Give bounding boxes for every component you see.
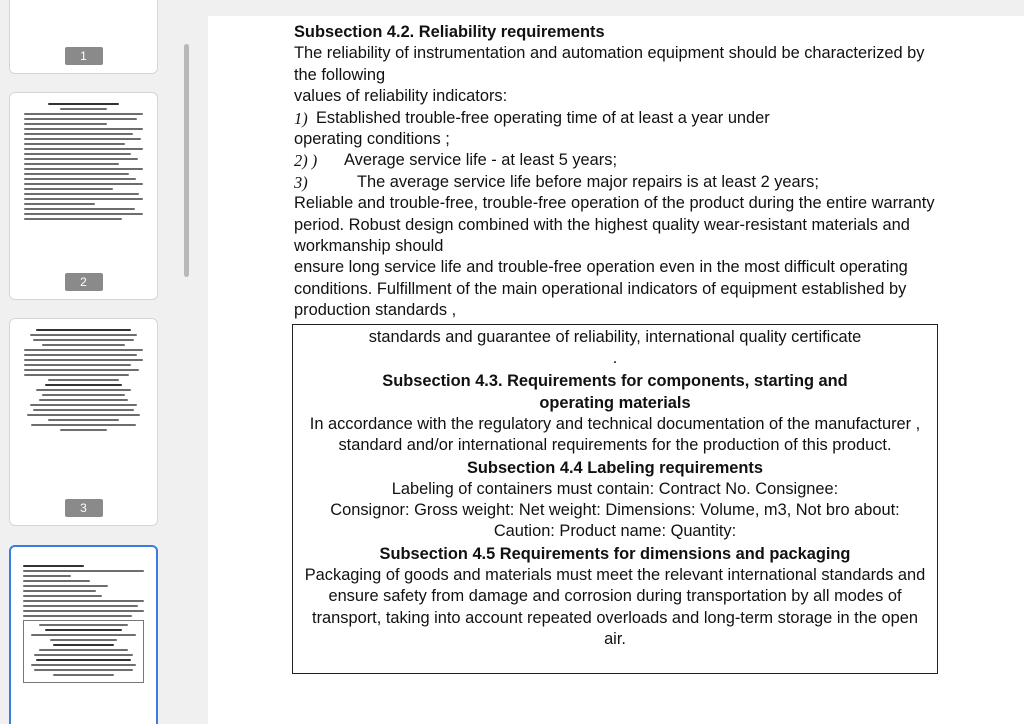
section-4-3-heading: Subsection 4.3. Requirements for components, starting and operating materials [382,371,848,412]
section-4-5-heading: Subsection 4.5 Requirements for dimensions and packaging [379,544,851,563]
box-separator-dot: . [612,349,618,368]
list-item-1-cont: operating conditions ; [294,130,450,149]
list-number: 1) [294,108,308,128]
section-4-5-text: Packaging of goods and materials must meet the relevant international standards and ensure safety from damage and corrosion during transportation by all modes of transport, taking into account repeated overloads and long-term storage in the open air. [304,565,926,649]
sidebar-scrollbar[interactable] [184,44,189,277]
labeling-line-1: Labeling of containers must contain: Contract No. Consignee: [391,479,839,498]
page-number-badge: 3 [65,499,103,517]
thumbnail-preview [24,329,143,434]
labeling-line-2: Consignor: Gross weight: Net weight: Dimensions: Volume, m3, Not bro about: [330,501,900,520]
list-text: The average service life before major repairs is at least 2 years; [357,172,819,191]
section-4-2-heading: Subsection 4.2. Reliability requirements [294,23,605,41]
page-thumbnail-4[interactable] [9,545,158,724]
reliability-paragraph-2: ensure long service life and trouble-free operation even in the most difficult operating conditions. Fulfillment of the main operational indicators of equipment established by production standards , [294,258,908,320]
list-text: Established trouble-free operating time of at least a year under [316,108,770,127]
list-item-3 [294,172,950,193]
page-thumbnail-2[interactable] [9,92,158,300]
thumbnail-preview [23,565,144,683]
reliability-intro: The reliability of instrumentation and automation equipment should be characterized by the following [294,44,925,84]
page-content [294,22,950,322]
section-4-4-heading: Subsection 4.4 Labeling requirements [466,458,764,477]
list-text: Average service life - at least 5 years; [344,151,617,170]
reliability-paragraph-1: Reliable and trouble-free, trouble-free operation of the product during the entire warranty period. Robust design combined with the highest quality wear-resistant materials and workmanship should [294,194,935,256]
certificate-line: standards and guarantee of reliability, international quality certificate [368,328,862,346]
thumbnail-preview [24,103,143,223]
document-page [208,16,1024,724]
section-4-3-text: In accordance with the regulatory and technical documentation of the manufacturer , standard and/or international requirements for the production of this product. [309,414,921,455]
list-number: 2) ) [294,151,318,171]
requirements-box [292,324,938,674]
page-number-badge: 2 [65,273,103,291]
list-item-1 [294,108,950,129]
page-thumbnail-3[interactable] [9,318,158,526]
list-item-2 [294,150,950,171]
labeling-line-3: Caution: Product name: Quantity: [493,522,737,541]
page-thumbnail-1[interactable] [9,0,158,74]
page-number-badge: 1 [65,47,103,65]
list-number: 3) [294,172,308,192]
reliability-intro-cont: values of reliability indicators: [294,87,508,106]
thumbnail-sidebar [0,0,193,724]
